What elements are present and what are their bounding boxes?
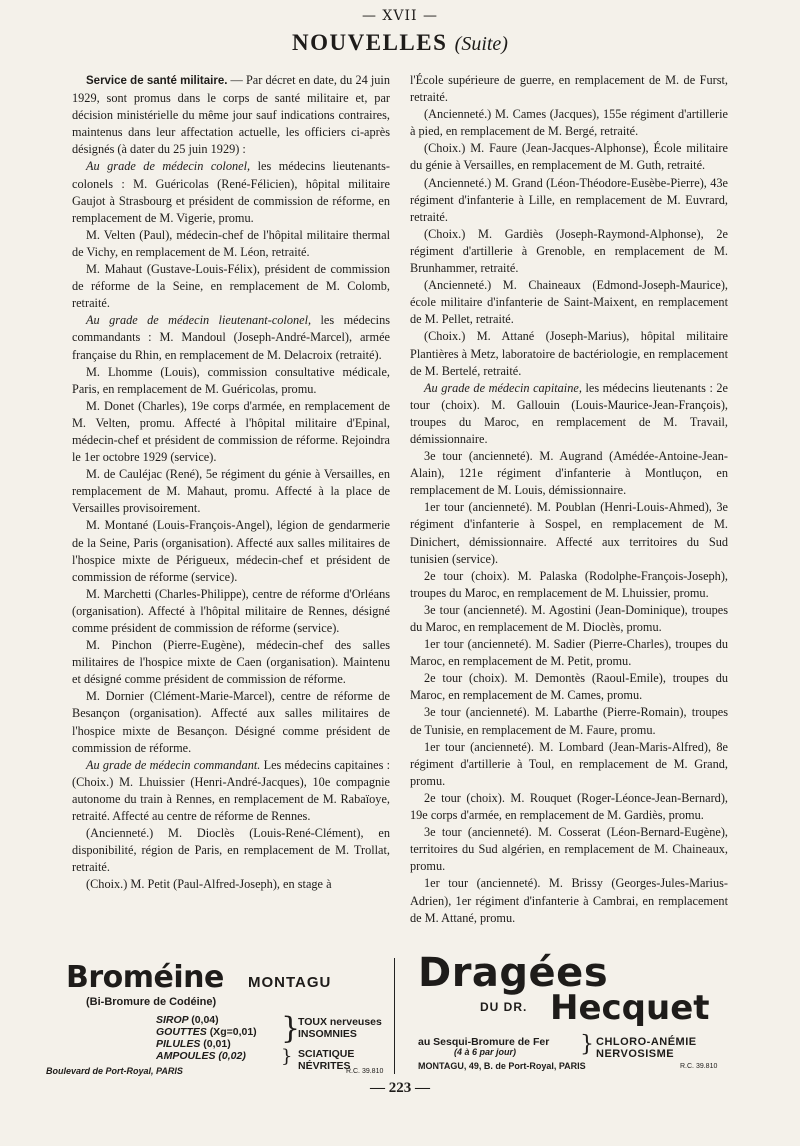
dosage-forms <box>156 1014 257 1062</box>
paragraph-text: (Ancienneté.) M. Cames (Jacques), 155e régiment d'artillerie à pied, en remplacement de M. Bergé, retraité. <box>410 107 728 139</box>
paragraph-text: 3e tour (ancienneté). M. Labarthe (Pierre-Romain), troupes de Tunisie, en remplacement de M. Faure, promu. <box>410 705 728 737</box>
paragraph-text: 2e tour (choix). M. Demontès (Raoul-Emile), troupes du Maroc, en remplacement de M. Cames, promu. <box>410 671 728 703</box>
paragraph <box>72 227 390 261</box>
form-ampoules: AMPOULES (0,02) <box>156 1050 246 1062</box>
paragraph-text: les médecins lieutenants : 2e tour (choix). M. Gallouin (Louis-Maurice-Jean-François), troupes du Maroc, en remplacement de M. Travail, démissionnaire. <box>410 380 729 446</box>
paragraph-text: M. de Cauléjac (René), 5e régiment du génie à Versailles, en remplacement de M. Mahaut, promu. Affecté à la place de Versailles provisoirement. <box>72 467 390 516</box>
paragraph <box>410 602 728 636</box>
bromeine-brand: Broméine <box>66 960 224 995</box>
paragraph <box>410 380 728 448</box>
grade-heading: Au grade de médecin lieutenant-colonel, <box>86 313 312 328</box>
indication-insomnies: INSOMNIES <box>298 1028 357 1040</box>
indications-list <box>298 1016 382 1072</box>
paragraph <box>72 688 390 756</box>
paragraph-text: M. Dornier (Clément-Marie-Marcel), centre de réforme de Besançon (organisation). Affecté aux salles militaires de l'hospice mixte de Besançon. Désigné comme président de commission de réforme. <box>72 689 390 755</box>
paragraph <box>410 875 728 926</box>
title-suffix: (Suite) <box>454 33 508 55</box>
paragraph-text: Les médecins capitaines : (Choix.) M. Lhuissier (Henri-André-Jacques), 10e compagnie autonome du train à Rennes, en remplacement de M. Rabaïoye, retraité. Affecté au centre de réforme de Rennes. <box>72 757 390 824</box>
paragraph <box>72 876 390 893</box>
paragraph <box>410 790 728 824</box>
paragraph <box>410 568 728 602</box>
paragraph <box>72 364 390 398</box>
paragraph <box>410 670 728 704</box>
paragraph-text: 1er tour (ancienneté). M. Poublan (Henri-Louis-Ahmed), 3e régiment d'infanterie à Sospel, en remplacement de M. Dinichert, démissionnaire. Affecté aux territoires du Sud tunisien (service). <box>410 500 728 566</box>
paragraph-text: M. Mahaut (Gustave-Louis-Félix), président de commission de réforme de la Seine, en remplacement de M. Colomb, retraité. <box>72 262 390 311</box>
bromeine-address: Boulevard de Port-Royal, PARIS <box>46 1066 183 1076</box>
paragraph-lead: Service de santé militaire. <box>86 75 228 87</box>
bibromure-subtitle: (Bi-Bromure de Codéine) <box>86 996 217 1008</box>
indication-sciatique: SCIATIQUE <box>298 1048 355 1060</box>
paragraph-text: (Choix.) M. Gardiès (Joseph-Raymond-Alphonse), 2e régiment d'artillerie à Grenoble, en remplacement de M. Brunhammer, retraité. <box>410 226 728 276</box>
brace-icon: } <box>281 1046 293 1067</box>
paragraph <box>410 140 728 174</box>
paragraph-text: (Ancienneté.) M. Grand (Léon-Théodore-Eusèbe-Pierre), 43e régiment d'infanterie à Lille, en remplacement de M. Euvrard, retraité. <box>410 175 728 224</box>
paragraph-text: M. Lhomme (Louis), commission consultative médicale, Paris, en remplacement de M. Guéricolas, promu. <box>72 364 390 396</box>
indication-chloro: CHLORO-ANÉMIE <box>596 1036 697 1048</box>
paragraph <box>72 825 390 876</box>
hecquet-brand: Hecquet <box>550 988 710 1028</box>
paragraph-text: (Choix.) M. Attané (Joseph-Marius), hôpital militaire Plantières à Metz, laboratoire de bactériologie, en remplacement de M. Bertelé, retraité. <box>410 329 728 378</box>
paragraph <box>410 499 728 567</box>
indication-nervosisme: NERVOSISME <box>596 1048 675 1060</box>
paragraph <box>410 448 728 499</box>
paragraph-text: les médecins lieutenants-colonels : M. Guéricolas (René-Félicien), hôpital militaire Gaujot à Strasbourg et président de commission de réforme, en remplacement de M. Vigerie, promu. <box>72 159 391 225</box>
paragraph-text: M. Donet (Charles), 19e corps d'armée, en remplacement de M. Velten, promu. Affecté à l'hôpital militaire d'Epinal, médecin-chef et président de commission de réforme. Rejoindra le 1er octobre 1929 (service). <box>72 398 390 465</box>
roman-page-number: — XVII — <box>361 8 439 24</box>
paragraph <box>410 106 728 140</box>
hecquet-advert <box>410 948 740 1080</box>
paragraph <box>72 466 390 517</box>
composition-line: au Sesqui-Bromure de Fer <box>418 1036 550 1048</box>
section-title <box>0 30 800 56</box>
paragraph <box>410 226 728 277</box>
paragraph-text: M. Montané (Louis-François-Angel), légion de gendarmerie de la Seine, Paris (organisation). Affecté aux salles militaires de l'hospice mixte de Périgueux, médecin-chef et président de commission de réforme (service). <box>72 518 390 584</box>
paragraph <box>410 72 728 106</box>
hecquet-address: MONTAGU, 49, B. de Port-Royal, PARIS <box>418 1061 586 1071</box>
paragraph <box>72 586 390 637</box>
paragraph <box>72 757 390 825</box>
paragraph <box>410 328 728 379</box>
paragraph-text: (Ancienneté.) M. Dioclès (Louis-René-Clément), en disponibilité, région de Paris, en remplacement de M. Trollat, retraité. <box>72 826 390 875</box>
form-pilules: PILULES (0,01) <box>156 1038 231 1050</box>
indication-nevrites: NÉVRITES <box>298 1060 351 1072</box>
paragraph-text: 1er tour (ancienneté). M. Brissy (Georges-Jules-Marius-Adrien), 1er régiment d'infanterie à Cambrai, en remplacement de M. Attané, promu. <box>410 876 728 925</box>
brace-icon: } <box>580 1032 594 1057</box>
paragraph <box>72 312 390 363</box>
paragraph-text: l'École supérieure de guerre, en remplacement de M. de Furst, retraité. <box>410 73 728 105</box>
paragraph <box>72 517 390 585</box>
paragraph <box>410 636 728 670</box>
paragraph-text: M. Marchetti (Charles-Philippe), centre de réforme d'Orléans (organisation). Affecté à l'hôpital militaire de Rennes, désigné comme président de commission de réforme (service). <box>72 586 390 635</box>
dragees-brand: Dragées <box>418 950 609 996</box>
bromeine-advert <box>46 952 386 1080</box>
right-column <box>410 72 728 927</box>
paragraph-text: les médecins commandants : M. Mandoul (Joseph-André-Marcel), armée française du Rhin, en remplacement de M. Delacroix (retraité). <box>72 313 391 362</box>
hecquet-indications <box>596 1036 697 1060</box>
paragraph <box>410 704 728 738</box>
paragraph <box>410 739 728 790</box>
paragraph <box>72 158 390 226</box>
advertisement-band <box>46 948 740 1080</box>
bromeine-code: R.C. 39.810 <box>346 1068 384 1075</box>
paragraph-text: — Par décret en date, du 24 juin 1929, sont promus dans le corps de santé militaire et, par décision ministérielle du même jour sauf indications contraires, maintenus dans leur affectation actuelle, les officiers ci-après désignés (à dater du 25 juin 1929) : <box>72 73 390 157</box>
paragraph <box>410 824 728 875</box>
paragraph <box>72 72 390 158</box>
paragraph-text: (Ancienneté.) M. Chaineaux (Edmond-Joseph-Maurice), école militaire d'infanterie de Saint-Maixent, en remplacement de M. Pellet, retraité. <box>410 278 728 327</box>
paragraph-text: 2e tour (choix). M. Palaska (Rodolphe-François-Joseph), troupes du Maroc, en remplacement de M. Lhuissier, promu. <box>410 568 728 600</box>
paragraph-text: M. Velten (Paul), médecin-chef de l'hôpital militaire thermal de Vichy, en remplacement de M. Léon, retraité. <box>72 227 390 259</box>
paragraph <box>72 637 390 688</box>
paragraph-text: 3e tour (ancienneté). M. Augrand (Amédée-Antoine-Jean-Alain), 121e régiment d'infanterie à Montluçon, en remplacement de M. Louis, démissionnaire. <box>410 449 728 498</box>
indication-toux: TOUX nerveuses <box>298 1016 382 1028</box>
paragraph <box>72 398 390 466</box>
dosage-line: (4 à 6 par jour) <box>454 1047 517 1057</box>
form-gouttes: GOUTTES (Xg=0,01) <box>156 1026 257 1038</box>
title-main: NOUVELLES <box>292 30 448 55</box>
hecquet-code: R.C. 39.810 <box>680 1063 718 1070</box>
paragraph-text: 3e tour (ancienneté). M. Agostini (Jean-Dominique), troupes du Maroc, en remplacement de M. Dioclès, promu. <box>410 602 728 634</box>
paragraph <box>410 175 728 226</box>
grade-heading: Au grade de médecin colonel, <box>86 159 251 174</box>
form-sirop: SIROP (0,04) <box>156 1014 219 1026</box>
advert-divider <box>394 958 395 1074</box>
paragraph-text: 3e tour (ancienneté). M. Cosserat (Léon-Bernard-Eugène), territoires du Sud algérien, en remplacement de M. Chaineaux, promu. <box>410 825 728 874</box>
paragraph <box>410 277 728 328</box>
grade-heading: Au grade de médecin capitaine, <box>424 380 582 395</box>
paragraph-text: (Choix.) M. Faure (Jean-Jacques-Alphonse), École militaire du génie à Versailles, en remplacement de M. Guth, retraité. <box>410 141 728 173</box>
paragraph-text: M. Pinchon (Pierre-Eugène), médecin-chef des salles militaires de l'hospice mixte de Caen (organisation). Maintenu et désigné comme président de commission de réforme. <box>72 638 390 687</box>
paragraph-text: (Choix.) M. Petit (Paul-Alfred-Joseph), en stage à <box>86 877 332 892</box>
grade-heading: Au grade de médecin commandant. <box>86 757 261 772</box>
paragraph-text: 2e tour (choix). M. Rouquet (Roger-Léonce-Jean-Bernard), 19e corps d'armée, en remplacement de M. Gardiès, promu. <box>410 790 728 823</box>
left-column <box>72 72 390 894</box>
montagu-label: MONTAGU <box>248 974 332 991</box>
du-dr-label: DU DR. <box>480 1000 528 1014</box>
paragraph <box>72 261 390 312</box>
paragraph-text: 1er tour (ancienneté). M. Lombard (Jean-Maris-Alfred), 8e régiment d'artillerie à Toul, en remplacement de M. Grand, promu. <box>410 739 728 788</box>
paragraph-text: 1er tour (ancienneté). M. Sadier (Pierre-Charles), troupes du Maroc, en remplacement de M. Petit, promu. <box>410 637 728 669</box>
page-number: — 223 — <box>370 1080 430 1096</box>
brace-icon: } <box>281 1011 301 1046</box>
